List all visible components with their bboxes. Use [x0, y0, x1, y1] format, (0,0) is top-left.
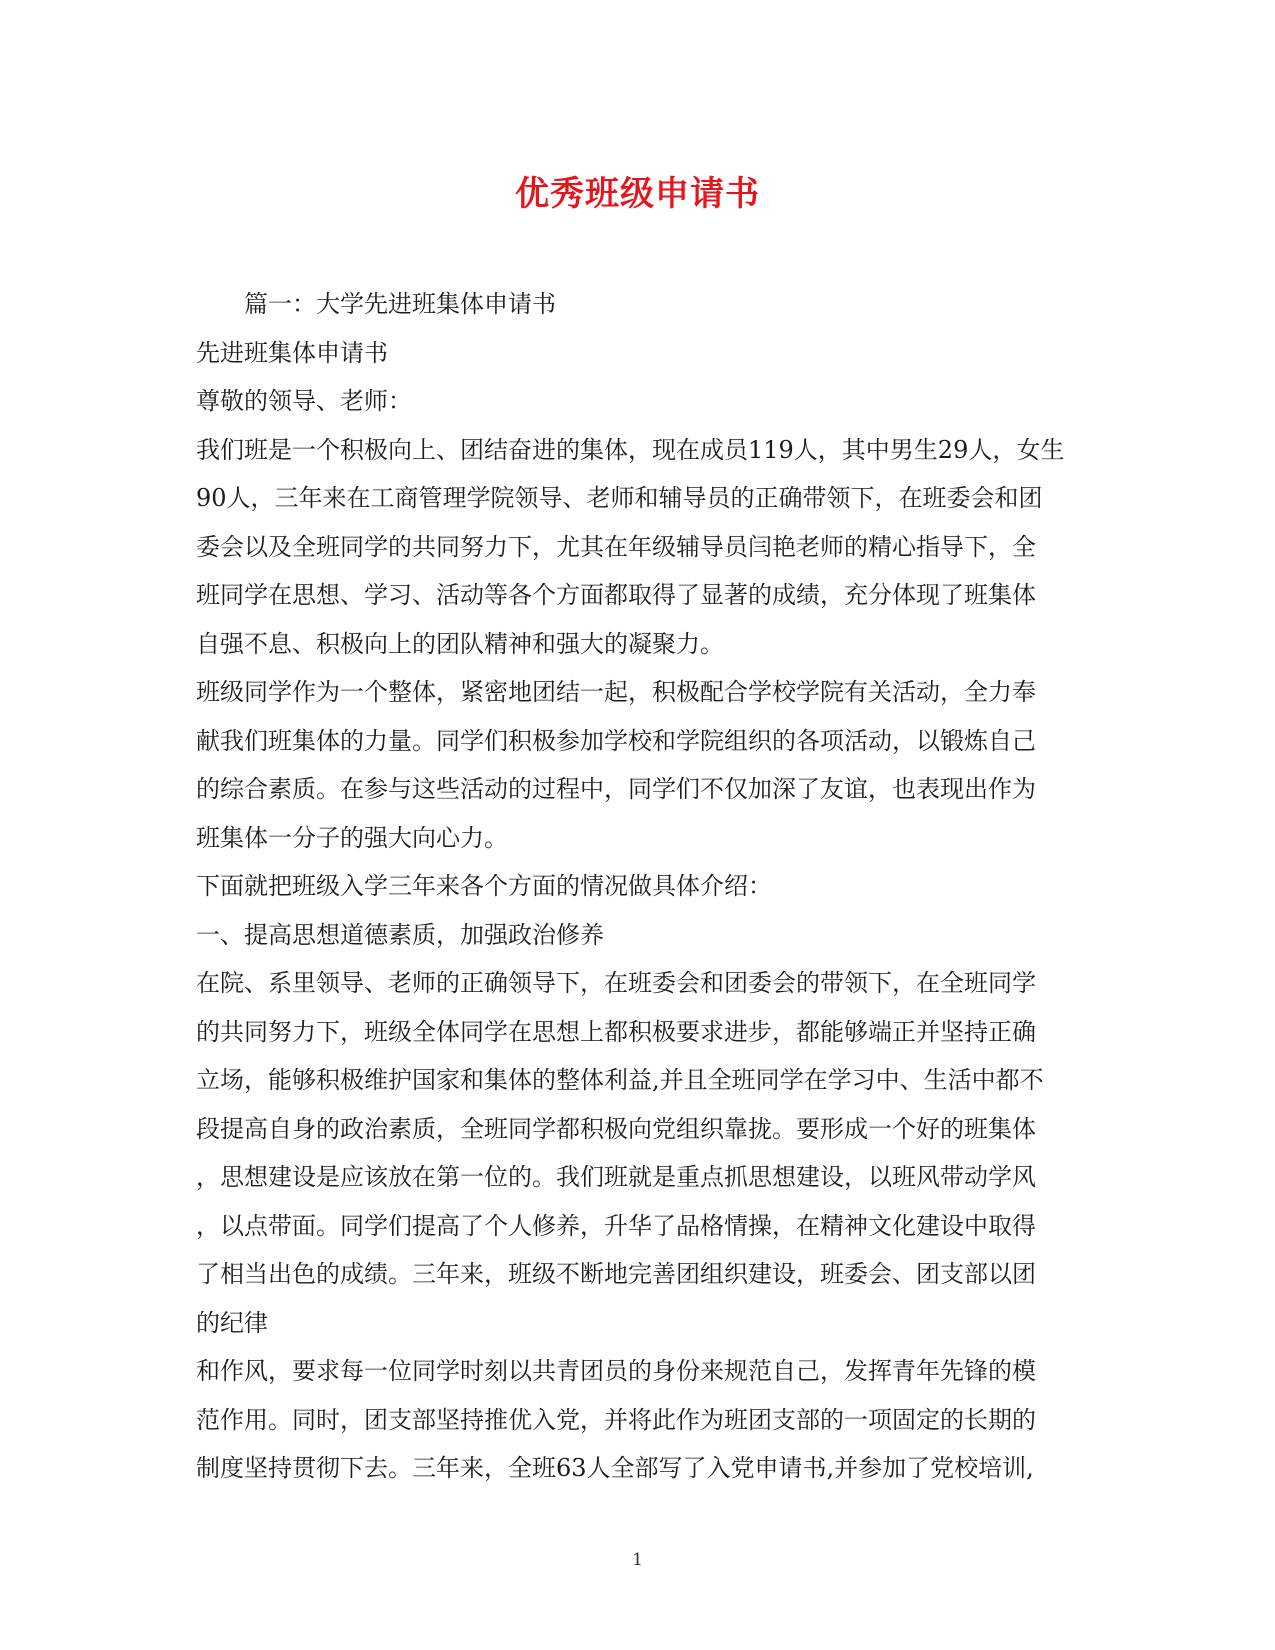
document-title: 优秀班级申请书	[515, 174, 760, 214]
document-body	[196, 280, 1086, 1493]
body-line: 在院、系里领导、老师的正确领导下，在班委会和团委会的带领下，在全班同学	[196, 969, 1036, 997]
section-heading: 一、提高思想道德素质，加强政治修养	[196, 920, 604, 949]
body-line: 制度坚持贯彻下去。三年来，全班63人全部写了入党申请书,并参加了党校培训,	[196, 1454, 1034, 1482]
body-line: ，思想建设是应该放在第一位的。我们班就是重点抓思想建设，以班风带动学风	[196, 1163, 1036, 1191]
section-heading: 篇一：大学先进班集体申请书	[244, 290, 556, 318]
body-line: 班集体一分子的强大向心力。	[196, 823, 508, 852]
body-line: 和作风，要求每一位同学时刻以共青团员的身份来规范自己，发挥青年先锋的模	[196, 1357, 1036, 1385]
salutation-line: 尊敬的领导、老师：	[196, 387, 412, 415]
body-line: 立场，能够积极维护国家和集体的整体利益,并且全班同学在学习中、生活中都不	[196, 1066, 1044, 1094]
body-line: 了相当出色的成绩。三年来，班级不断地完善团组织建设，班委会、团支部以团	[196, 1260, 1036, 1288]
body-line: 自强不息、积极向上的团队精神和强大的凝聚力。	[196, 629, 724, 658]
body-line: 90人，三年来在工商管理学院领导、老师和辅导员的正确带领下，在班委会和团	[196, 484, 1043, 512]
body-line: 的共同努力下，班级全体同学在思想上都积极要求进步，都能够端正并坚持正确	[196, 1017, 1036, 1046]
body-line: 的综合素质。在参与这些活动的过程中，同学们不仅加深了友谊，也表现出作为	[196, 775, 1036, 803]
subtitle-line: 先进班集体申请书	[196, 338, 388, 367]
body-line: 范作用。同时，团支部坚持推优入党，并将此作为班团支部的一项固定的长期的	[196, 1405, 1036, 1434]
page-number: 1	[632, 1550, 643, 1570]
body-line: 委会以及全班同学的共同努力下，尤其在年级辅导员闫艳老师的精心指导下，全	[196, 532, 1036, 561]
body-line: 下面就把班级入学三年来各个方面的情况做具体介绍：	[196, 872, 772, 900]
body-line: 段提高自身的政治素质，全班同学都积极向党组织靠拢。要形成一个好的班集体	[196, 1114, 1036, 1143]
body-line: 的纪律	[196, 1308, 268, 1337]
body-line: 我们班是一个积极向上、团结奋进的集体，现在成员119人，其中男生29人，女生	[196, 435, 1065, 464]
body-line: ，以点带面。同学们提高了个人修养，升华了品格情操，在精神文化建设中取得	[196, 1211, 1036, 1240]
body-line: 班级同学作为一个整体，紧密地团结一起，积极配合学校学院有关活动，全力奉	[196, 678, 1036, 706]
body-line: 班同学在思想、学习、活动等各个方面都取得了显著的成绩，充分体现了班集体	[196, 581, 1036, 609]
body-line: 献我们班集体的力量。同学们积极参加学校和学院组织的各项活动，以锻炼自己	[196, 726, 1036, 755]
